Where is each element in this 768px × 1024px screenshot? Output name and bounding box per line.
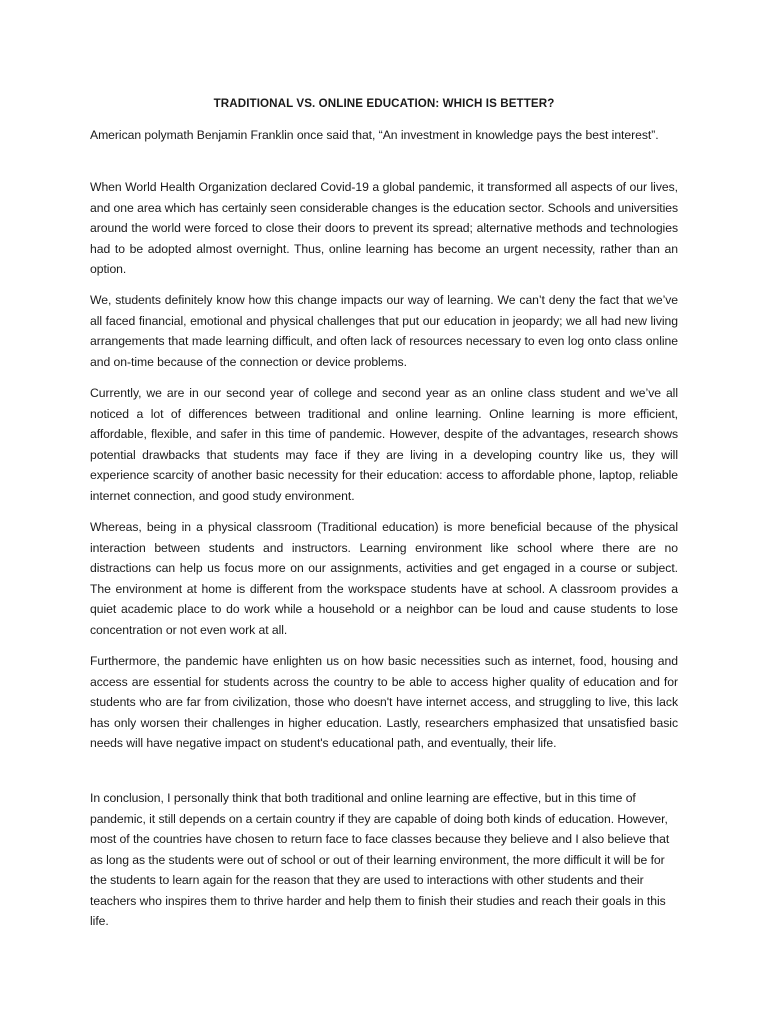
paragraph-traditional-education: Whereas, being in a physical classroom (Traditional education) is more beneficial because of the physical interaction between students and instructors. Learning environment like school where there are no distractions can help us focus more on our assignments, activities and get engaged in a course or subject. The environment at home is different from the workspace students have at school. A classroom provides a quiet academic place to do work while a household or a neighbor can be loud and cause students to lose concentration or not even work at all.: [90, 520, 678, 637]
paragraph-conclusion: In conclusion, I personally think that both traditional and online learning are effective, but in this time of pandemic, it still depends on a certain country if they are capable of doing both kinds of education. However, most of the countries have chosen to return face to face classes because they believe and I also believe that as long as the students were out of school or out of their learning environment, the more difficult it will be for the students to learn again for the reason that they are used to interactions with other students and their teachers who inspires them to thrive harder and help them to finish their studies and reach their goals in this life.: [90, 791, 670, 928]
paragraph-student-challenges: We, students definitely know how this change impacts our way of learning. We can’t deny the fact that we’ve all faced financial, emotional and physical challenges that put our education in jeopardy; we all had new living arrangements that made learning difficult, and often lack of resources necessary to even log onto class online and on-time because of the connection or device problems.: [90, 293, 678, 369]
paragraph-franklin-quote: American polymath Benjamin Franklin once said that, “An investment in knowledge pays the best interest”.: [90, 128, 659, 142]
paragraph-online-learning: Currently, we are in our second year of college and second year as an online class student and we’ve all noticed a lot of differences between traditional and online learning. Online learning is more efficient, affordable, flexible, and safer in this time of pandemic. However, despite of the advantages, research shows potential drawbacks that students may face if they are living in a developing country like us, they will experience scarcity of another basic necessity for their education: access to affordable phone, laptop, reliable internet connection, and good study environment.: [90, 386, 678, 503]
document-title: TRADITIONAL VS. ONLINE EDUCATION: WHICH IS BETTER?: [213, 97, 555, 110]
paragraph-basic-necessities: Furthermore, the pandemic have enlighten us on how basic necessities such as internet, food, housing and access are essential for students across the country to be able to access higher quality of education and for students who are far from civilization, those who doesn't have internet access, and struggling to live, this lack has only worsen their challenges in higher education. Lastly, researchers emphasized that unsatisfied basic needs will have negative impact on student's educational path, and eventually, their life.: [90, 654, 678, 750]
paragraph-pandemic-impact: When World Health Organization declared Covid-19 a global pandemic, it transformed all aspects of our lives, and one area which has certainly seen considerable changes is the education sector. Schools and universities around the world were forced to close their doors to prevent its spread; alternative methods and technologies had to be adopted almost overnight. Thus, online learning has become an urgent necessity, rather than an option.: [90, 180, 678, 276]
